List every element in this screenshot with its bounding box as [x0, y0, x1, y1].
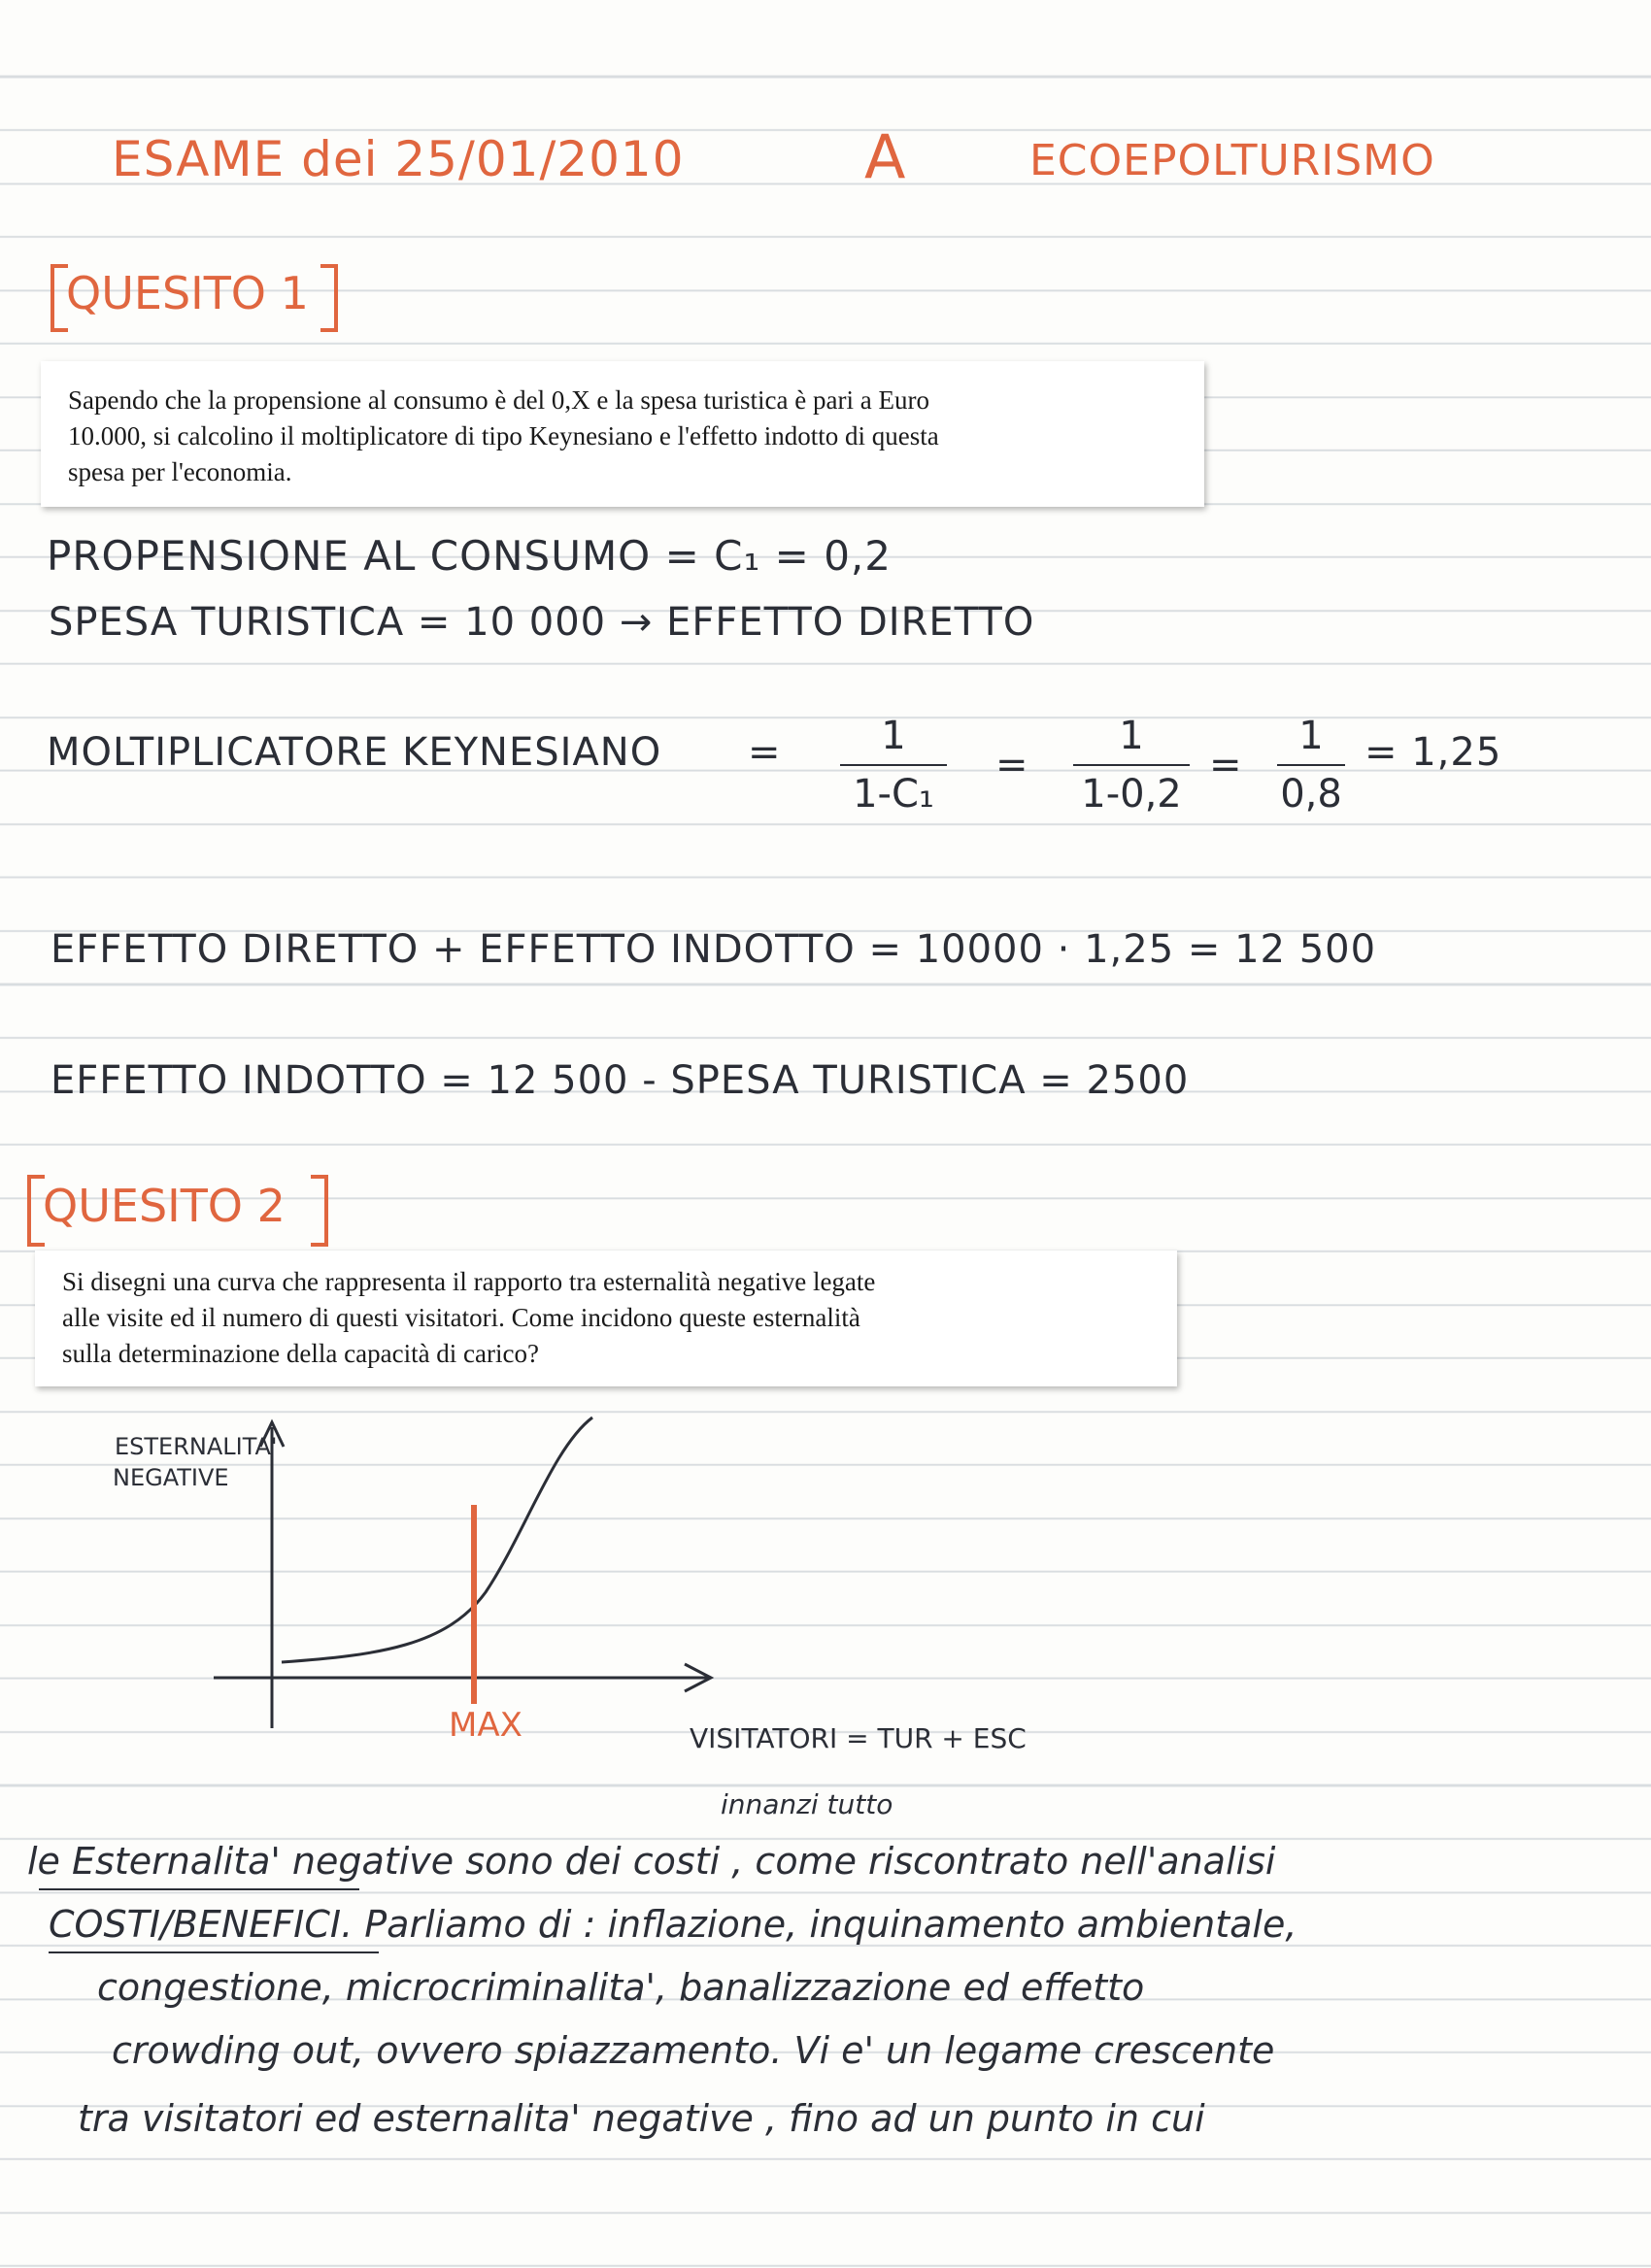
- fraction-3-bar: [1277, 764, 1345, 766]
- fraction-2-bar: [1073, 764, 1190, 766]
- equals-sign: =: [748, 730, 782, 775]
- quesito1-bracket-right: [320, 264, 338, 332]
- quesito2-prompt-line: Si disegni una curva che rappresenta il rapporto tra esternalità negative legate: [62, 1267, 876, 1296]
- fraction-3-numerator: 1: [1298, 714, 1324, 758]
- externality-curve: [282, 1418, 592, 1662]
- answer-underline: [49, 1951, 379, 1953]
- fraction-1: [840, 714, 947, 817]
- fraction-1-bar: [840, 764, 947, 766]
- fraction-2-numerator: 1: [1119, 714, 1144, 758]
- spesa-line: SPESA TURISTICA = 10 000 → EFFETTO DIRETTO: [49, 600, 1035, 645]
- multiplier-label: MOLTIPLICATORE KEYNESIANO: [47, 730, 662, 775]
- answer-line: COSTI/BENEFICI. Parliamo di : inflazione, inquinamento ambientale,: [49, 1903, 1297, 1946]
- propensione-line: PROPENSIONE AL CONSUMO = C₁ = 0,2: [47, 532, 892, 580]
- quesito1-label: QUESITO 1: [66, 267, 309, 319]
- quesito2-label: QUESITO 2: [43, 1180, 286, 1232]
- answer-underline: [39, 1888, 359, 1890]
- exam-variant-letter: A: [864, 121, 907, 192]
- y-axis-label-2: NEGATIVE: [113, 1464, 229, 1491]
- fraction-2-denominator: 1-0,2: [1081, 772, 1182, 817]
- answer-line: le Esternalita' negative sono dei costi , come riscontrato nell'analisi: [27, 1840, 1276, 1883]
- quesito1-prompt-line: Sapendo che la propensione al consumo è del 0,X e la spesa turistica è pari a Euro: [68, 385, 929, 415]
- answer-line: crowding out, ovvero spiazzamento. Vi e' un legame crescente: [112, 2029, 1275, 2072]
- fraction-1-numerator: 1: [881, 714, 906, 758]
- quesito2-prompt-line: sulla determinazione della capacità di carico?: [62, 1339, 539, 1368]
- fraction-2: [1073, 714, 1190, 817]
- fraction-1-denominator: 1-C₁: [853, 772, 934, 817]
- multiplier-result: = 1,25: [1365, 730, 1502, 775]
- answer-line: congestione, microcriminalita', banalizzazione ed effetto: [97, 1966, 1145, 2009]
- answer-line: tra visitatori ed esternalita' negative , fino ad un punto in cui: [78, 2097, 1205, 2140]
- effetto-totale-line: EFFETTO DIRETTO + EFFETTO INDOTTO = 10000 · 1,25 = 12 500: [51, 927, 1377, 972]
- quesito1-prompt-box: [41, 361, 1204, 507]
- externality-graph: [87, 1408, 1156, 1777]
- fraction-3-denominator: 0,8: [1280, 772, 1342, 817]
- y-axis-label-1: ESTERNALITA': [115, 1433, 278, 1460]
- exam-title-date: ESAME dei 25/01/2010: [112, 131, 685, 187]
- exam-title: [112, 131, 685, 187]
- equals-sign: =: [1209, 743, 1243, 787]
- fraction-3: [1277, 714, 1345, 817]
- max-label: MAX: [449, 1706, 522, 1745]
- exam-course: ECOEPOLTURISMO: [1029, 136, 1435, 185]
- quesito1-prompt-line: 10.000, si calcolino il moltiplicatore di tipo Keynesiano e l'effetto indotto di questa: [68, 421, 939, 450]
- effetto-indotto-line: EFFETTO INDOTTO = 12 500 - SPESA TURISTICA = 2500: [51, 1058, 1190, 1103]
- quesito2-prompt-box: [35, 1251, 1177, 1386]
- quesito2-prompt-line: alle visite ed il numero di questi visitatori. Come incidono queste esternalità: [62, 1303, 860, 1332]
- quesito1-prompt-line: spesa per l'economia.: [68, 457, 292, 486]
- x-axis-label: VISITATORI = TUR + ESC: [690, 1722, 1027, 1754]
- quesito2-bracket-right: [311, 1175, 328, 1247]
- equals-sign: =: [995, 743, 1029, 787]
- inserted-word: innanzi tutto: [721, 1788, 893, 1820]
